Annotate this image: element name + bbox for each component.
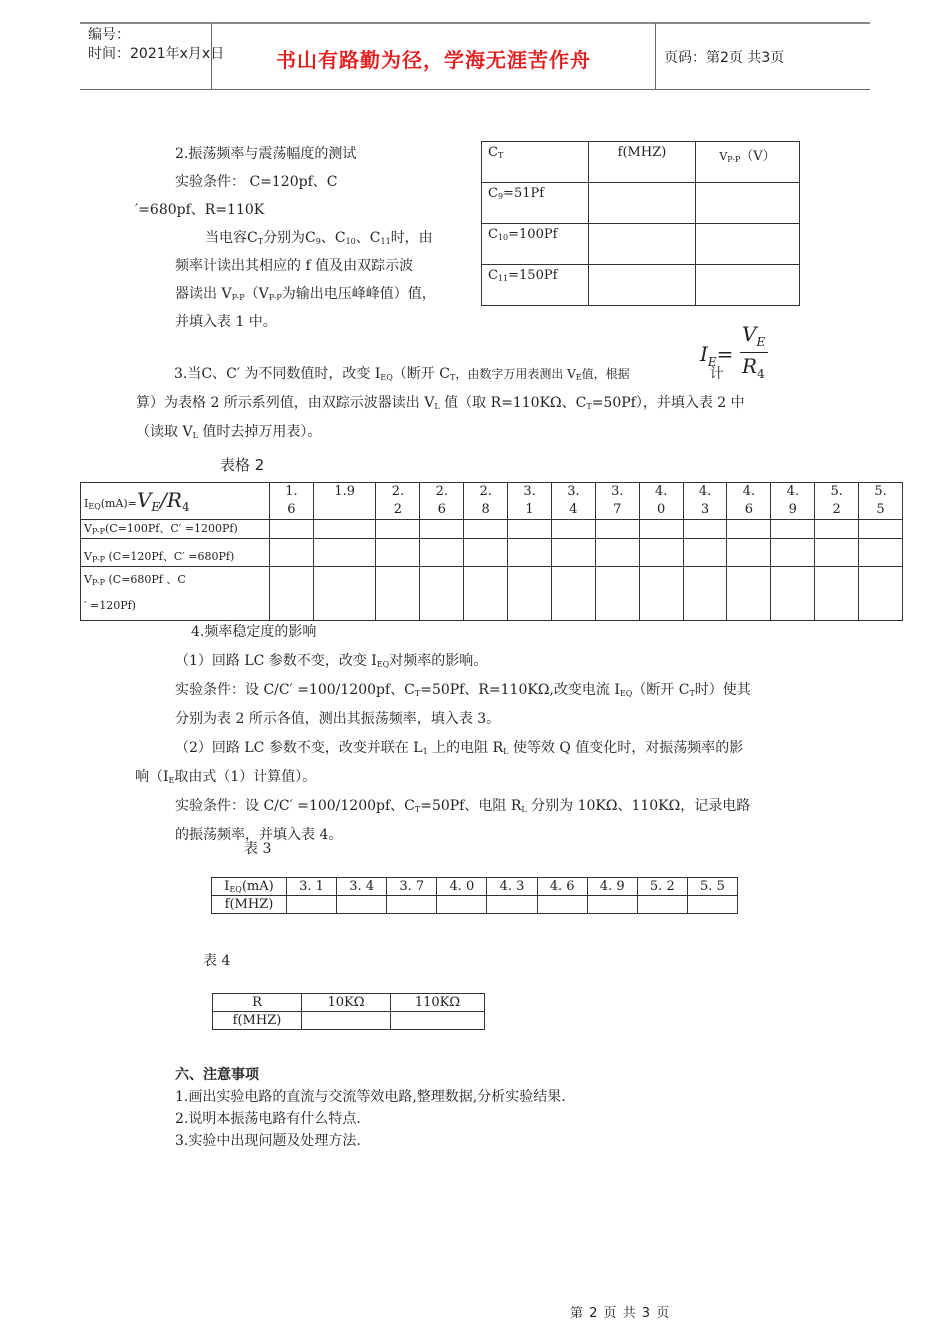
formula-numerator: $V_E$ xyxy=(742,322,766,349)
notes-section xyxy=(175,1064,566,1152)
table-row xyxy=(213,994,485,1012)
table-3-caption: 表 3 xyxy=(244,841,272,857)
header-motto: 书山有路勤为径，学海无涯苦作舟 xyxy=(276,48,591,72)
table-header-cell: $I_{EQ}(mA)$ xyxy=(212,878,287,896)
document-number-label: 编号： xyxy=(88,27,130,43)
table-header-cell: 3. 4 xyxy=(551,483,595,520)
table-header-cell: $C_T$ xyxy=(482,142,589,183)
table-row xyxy=(482,183,800,224)
list-item: 3.实验中出现问题及处理方法. xyxy=(175,1133,361,1149)
table-cell xyxy=(589,183,696,224)
formula-fraction-bar xyxy=(740,352,768,353)
section-4-cond2: 实验条件：设 C/C′ =100/1200pf、$C_T=50Pf$、电阻 $R_L$ 分别为 10KΩ、110KΩ，记录电路 xyxy=(175,798,751,814)
table-cell: 3. 4 xyxy=(337,878,387,896)
table-header-cell: 2. 8 xyxy=(464,483,508,520)
table-header-cell: 10KΩ xyxy=(302,994,391,1012)
table-header-cell: 4. 6 xyxy=(727,483,771,520)
table-header-cell: 2. 6 xyxy=(420,483,464,520)
table-header-cell: 4. 0 xyxy=(639,483,683,520)
section-3 xyxy=(136,360,826,480)
section-4-sub2-cont: 响（$I_E$取由式（1）计算值）。 xyxy=(135,769,317,785)
table-cell: 4. 9 xyxy=(587,878,637,896)
table-4-caption: 表 4 xyxy=(203,953,231,969)
table-header-cell: 4. 9 xyxy=(771,483,815,520)
section-2-title: 2.振荡频率与震荡幅度的测试 xyxy=(175,146,357,162)
formula-denominator: $R_4$ xyxy=(742,354,765,381)
document-date: 时间：2021年x月x日 xyxy=(88,46,225,62)
table-header-cell: 1.9 xyxy=(313,483,376,520)
notes-title: 六、注意事项 xyxy=(175,1067,259,1083)
section-3-line: 算）为表格 2 所示系列值，由双踪示波器读出 $V_L$ 值（取 R=110KΩ、$C_T=50Pf$），并填入表 2 中 xyxy=(136,395,745,411)
table-cell: 4. 0 xyxy=(437,878,487,896)
section-2-body-line: 当电容$C_T$分别为$C_9$、$C_{10}$、$C_{11}$时，由 xyxy=(205,230,433,246)
table-row xyxy=(482,142,800,183)
page-footer: 第 2 页 共 3 页 xyxy=(570,1306,671,1321)
header-meta xyxy=(88,26,224,64)
table-cell: 5. 2 xyxy=(637,878,687,896)
table-cell xyxy=(589,265,696,306)
table-cell xyxy=(696,183,800,224)
table-cell xyxy=(696,265,800,306)
table-cell: 3. 7 xyxy=(387,878,437,896)
section-2-body-line: 并填入表 1 中。 xyxy=(175,314,277,330)
table-row xyxy=(81,567,903,621)
table-row xyxy=(213,1012,485,1030)
table-2-caption: 表格 2 xyxy=(220,456,265,474)
table-header-cell: f(MHZ) xyxy=(589,142,696,183)
table-header-cell: $V_{P-P}(V)$ xyxy=(696,142,800,183)
header-page-info: 页码：第2页 共3页 xyxy=(664,50,785,66)
formula-lhs: $I_E=$ xyxy=(700,342,734,369)
table-header-cell: 5. 2 xyxy=(815,483,859,520)
table-header-cell: f(MHZ) xyxy=(213,1012,302,1030)
table-row-label: $V_{P-P}$ (C=120Pf、C′ =680Pf) xyxy=(81,539,270,567)
table-1 xyxy=(481,141,800,306)
section-2 xyxy=(135,140,465,336)
table-row-label: $V_{P-P}(C=100Pf$、C′ =1200Pf) xyxy=(81,520,270,539)
table-cell xyxy=(696,224,800,265)
header-top-rule xyxy=(80,22,870,24)
table-cell: $C_9=51Pf$ xyxy=(482,183,589,224)
section-4-cond1-cont: 分别为表 2 所示各值，测出其振荡频率，填入表 3。 xyxy=(175,711,501,727)
section-4 xyxy=(135,618,835,850)
table-header-cell: 5. 5 xyxy=(859,483,903,520)
table-header-cell: 4. 3 xyxy=(683,483,727,520)
section-4-sub1: （1）回路 LC 参数不变，改变 $I_{EQ}$对频率的影响。 xyxy=(175,653,488,669)
table-2 xyxy=(80,482,903,621)
section-2-body-line: 频率计读出其相应的 f 值及由双踪示波 xyxy=(175,258,414,274)
list-item: 2.说明本振荡电路有什么特点. xyxy=(175,1111,361,1127)
header-bottom-rule xyxy=(80,89,870,90)
table-header-cell: 3. 1 xyxy=(508,483,552,520)
table-4 xyxy=(212,993,485,1030)
table-row-label: $V_{P-P}$ (C=680Pf 、C ′ =120Pf) xyxy=(81,567,270,621)
table-cell: $C_{11}=150Pf$ xyxy=(482,265,589,306)
table-row xyxy=(81,539,903,567)
section-4-cond2-cont: 的振荡频率，并填入表 4。 xyxy=(175,827,343,843)
table-row xyxy=(482,265,800,306)
table-cell: $C_{10}=100Pf$ xyxy=(482,224,589,265)
section-2-condition: 实验条件： C=120pf、C xyxy=(175,174,338,190)
section-2-condition-cont: ′=680pf、R=110K xyxy=(135,202,265,218)
table-header-cell: R xyxy=(213,994,302,1012)
table-row xyxy=(81,483,903,520)
section-3-line: 3.当C、C′ 为不同数值时，改变 $I_{EQ}$（断开 $C_T$，由数字万用表测出 $V_E$值，根据 计 xyxy=(174,366,724,382)
section-4-sub2: （2）回路 LC 参数不变，改变并联在 $L_1$ 上的电阻 $R_L$ 使等效 Q 值变化时，对振荡频率的影 xyxy=(175,740,744,756)
section-2-body-line: 器读出 $V_{P-P}(V_{P-P}$为输出电压峰峰值）值， xyxy=(175,286,436,302)
table-header-cell: 3. 7 xyxy=(595,483,639,520)
table-row xyxy=(212,878,738,896)
section-4-cond1: 实验条件：设 C/C′ =100/1200pf、$C_T=50Pf$、R=110KΩ,改变电流 $I_{EQ}$（断开 $C_T$时）使其 xyxy=(175,682,751,698)
table-cell: 4. 6 xyxy=(537,878,587,896)
section-3-line: （读取 $V_L$ 值时去掉万用表）。 xyxy=(136,424,322,440)
table-header-cell: $I_{EQ}(mA)=VE/R4$ xyxy=(81,483,270,520)
table-cell xyxy=(589,224,696,265)
table-row xyxy=(212,896,738,914)
table-row xyxy=(482,224,800,265)
section-4-title: 4.频率稳定度的影响 xyxy=(191,624,317,640)
header-divider xyxy=(655,23,656,90)
list-item: 1.画出实验电路的直流与交流等效电路,整理数据,分析实验结果. xyxy=(175,1089,566,1105)
table-cell: 3. 1 xyxy=(287,878,337,896)
table-row xyxy=(81,520,903,539)
table-header-cell: 1. 6 xyxy=(270,483,314,520)
table-header-cell: 2. 2 xyxy=(376,483,420,520)
table-header-cell: 110KΩ xyxy=(391,994,485,1012)
table-cell: 5. 5 xyxy=(687,878,737,896)
table-3 xyxy=(211,877,738,914)
table-header-cell: f(MHZ) xyxy=(212,896,287,914)
table-cell: 4. 3 xyxy=(487,878,537,896)
